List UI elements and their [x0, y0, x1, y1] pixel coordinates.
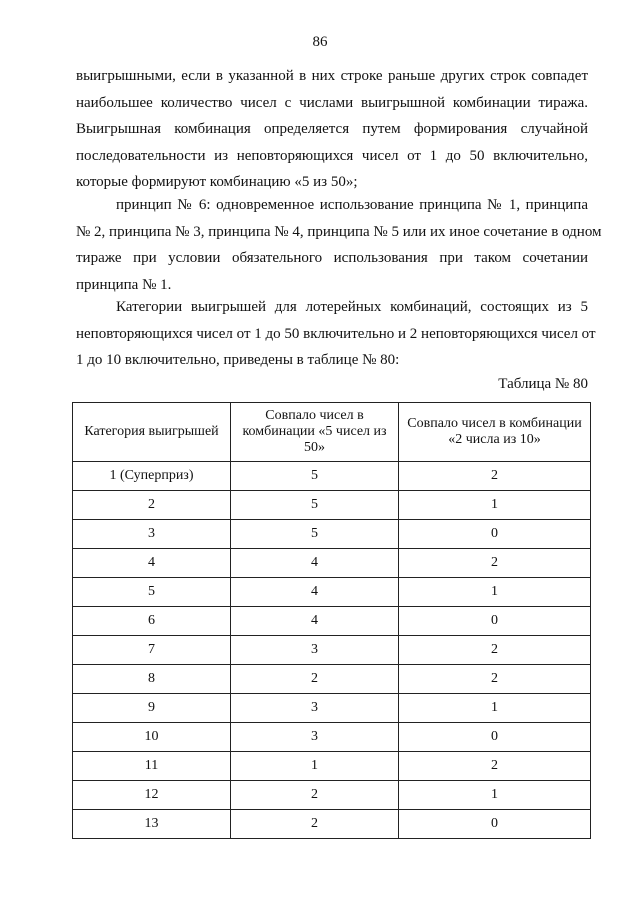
text-line: 1 до 10 включительно, приведены в таблице № 80:: [76, 352, 400, 368]
matched-2-of-10-cell: 0: [399, 520, 591, 549]
prize-categories-table: [72, 402, 591, 839]
matched-2-of-10-cell: 0: [399, 810, 591, 839]
table-row: [73, 723, 591, 752]
matched-5-of-50-cell: 5: [231, 462, 399, 491]
matched-2-of-10-cell: 2: [399, 752, 591, 781]
text-line: принципа № 1.: [76, 276, 172, 293]
category-cell: 8: [73, 665, 231, 694]
matched-2-of-10-cell: 2: [399, 636, 591, 665]
category-cell: 13: [73, 810, 231, 839]
matched-2-of-10-cell: 2: [399, 665, 591, 694]
table-row: [73, 607, 591, 636]
matched-5-of-50-cell: 1: [231, 752, 399, 781]
category-cell: 7: [73, 636, 231, 665]
matched-2-of-10-cell: 1: [399, 694, 591, 723]
matched-2-of-10-cell: 2: [399, 462, 591, 491]
text-line: тираже при условии обязательного использования при таком сочетании: [76, 250, 588, 266]
text-line: которые формируют комбинацию «5 из 50»;: [76, 174, 358, 190]
table-row: [73, 549, 591, 578]
matched-5-of-50-cell: 4: [231, 549, 399, 578]
category-cell: 9: [73, 694, 231, 723]
matched-5-of-50-cell: 5: [231, 491, 399, 520]
text-line: принцип № 6: одновременное использование принципа № 1, принципа: [116, 197, 588, 213]
header-matched-2-of-10: Совпало чисел в комбинации «2 числа из 10»: [399, 403, 591, 462]
matched-5-of-50-cell: 3: [231, 636, 399, 665]
table-row: [73, 781, 591, 810]
header-matched-5-of-50: Совпало чисел в комбинации «5 чисел из 50»: [231, 403, 399, 462]
page-number: 86: [312, 34, 328, 50]
table-row: [73, 462, 591, 491]
paragraph-winning-combination: [76, 63, 588, 196]
table-row: [73, 578, 591, 607]
matched-5-of-50-cell: 5: [231, 520, 399, 549]
table-row: [73, 636, 591, 665]
table-row: [73, 810, 591, 839]
category-cell: 12: [73, 781, 231, 810]
table-row: [73, 665, 591, 694]
category-cell: 1 (Суперприз): [73, 462, 231, 491]
matched-2-of-10-cell: 1: [399, 491, 591, 520]
matched-5-of-50-cell: 2: [231, 810, 399, 839]
table-caption: Таблица № 80: [498, 376, 588, 392]
text-line: № 2, принципа № 3, принципа № 4, принципа № 5 или их иное сочетание в одном: [76, 223, 602, 240]
category-cell: 11: [73, 752, 231, 781]
paragraph-principle-6: [76, 192, 602, 298]
table-row: [73, 520, 591, 549]
text-line: последовательности из неповторяющихся чисел от 1 до 50 включительно,: [76, 147, 588, 164]
table-header-row: [73, 403, 591, 462]
paragraph-prize-categories: [76, 294, 596, 374]
matched-2-of-10-cell: 1: [399, 578, 591, 607]
category-cell: 6: [73, 607, 231, 636]
matched-5-of-50-cell: 4: [231, 578, 399, 607]
category-cell: 10: [73, 723, 231, 752]
text-line: выигрышными, если в указанной в них строке раньше других строк совпадет: [76, 68, 588, 84]
header-category: Категория выигрышей: [73, 403, 231, 462]
text-line: неповторяющихся чисел от 1 до 50 включительно и 2 неповторяющихся чисел от: [76, 325, 596, 342]
category-cell: 4: [73, 549, 231, 578]
matched-5-of-50-cell: 4: [231, 607, 399, 636]
matched-5-of-50-cell: 2: [231, 781, 399, 810]
matched-2-of-10-cell: 1: [399, 781, 591, 810]
category-cell: 5: [73, 578, 231, 607]
text-line: Выигрышная комбинация определяется путем формирования случайной: [76, 121, 588, 137]
category-cell: 2: [73, 491, 231, 520]
matched-2-of-10-cell: 0: [399, 607, 591, 636]
table-row: [73, 752, 591, 781]
text-line: наибольшее количество чисел с числами выигрышной комбинации тиража.: [76, 94, 588, 111]
matched-5-of-50-cell: 3: [231, 694, 399, 723]
matched-2-of-10-cell: 0: [399, 723, 591, 752]
matched-5-of-50-cell: 3: [231, 723, 399, 752]
text-line: Категории выигрышей для лотерейных комбинаций, состоящих из 5: [116, 299, 588, 315]
matched-5-of-50-cell: 2: [231, 665, 399, 694]
category-cell: 3: [73, 520, 231, 549]
table-row: [73, 694, 591, 723]
table-row: [73, 491, 591, 520]
matched-2-of-10-cell: 2: [399, 549, 591, 578]
